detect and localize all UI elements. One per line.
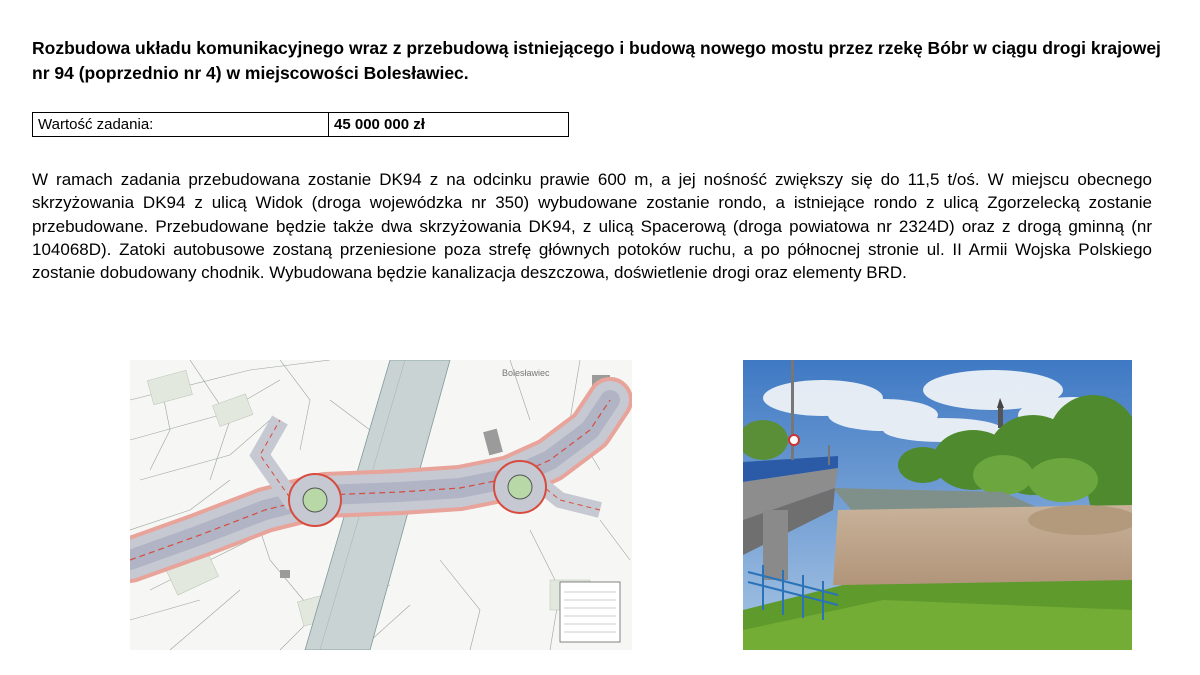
task-value-label: Wartość zadania: xyxy=(33,113,329,137)
task-value-amount: 45 000 000 zł xyxy=(329,113,569,137)
task-value-table xyxy=(32,112,569,137)
construction-site-photo xyxy=(743,360,1132,650)
road-plan-image xyxy=(130,360,632,650)
table-row xyxy=(33,113,569,137)
task-description: W ramach zadania przebudowana zostanie DK94 z na odcinku prawie 600 m, a jej nośność zwiększy się do 11,5 t/oś. W miejscu obecnego skrzyżowania DK94 z ulicą Widok (droga wojewódzka nr 350) wybudowane zostanie rondo, a istniejące rondo z ulicą Zgorzelecką zostanie przebudowane. Przebudowane będzie także dwa skrzyżowania DK94, z ulicą Spacerową (droga powiatowa nr 2324D) oraz z drogą gminną (nr 104068D). Zatoki autobusowe zostaną przeniesione poza strefę głównych potoków ruchu, a po północnej stronie ul. II Armii Wojska Polskiego zostanie dobudowany chodnik. Wybudowana będzie kanalizacja deszczowa, doświetlenie drogi oraz elementy BRD. xyxy=(32,170,1152,283)
plan-place-label: Bolesławiec xyxy=(502,368,550,378)
slide-title: Rozbudowa układu komunikacyjnego wraz z przebudową istniejącego i budową nowego mostu przez rzekę Bóbr w ciągu drogi krajowej nr 94 (poprzednio nr 4) w miejscowości Bolesławiec. xyxy=(32,38,1161,83)
